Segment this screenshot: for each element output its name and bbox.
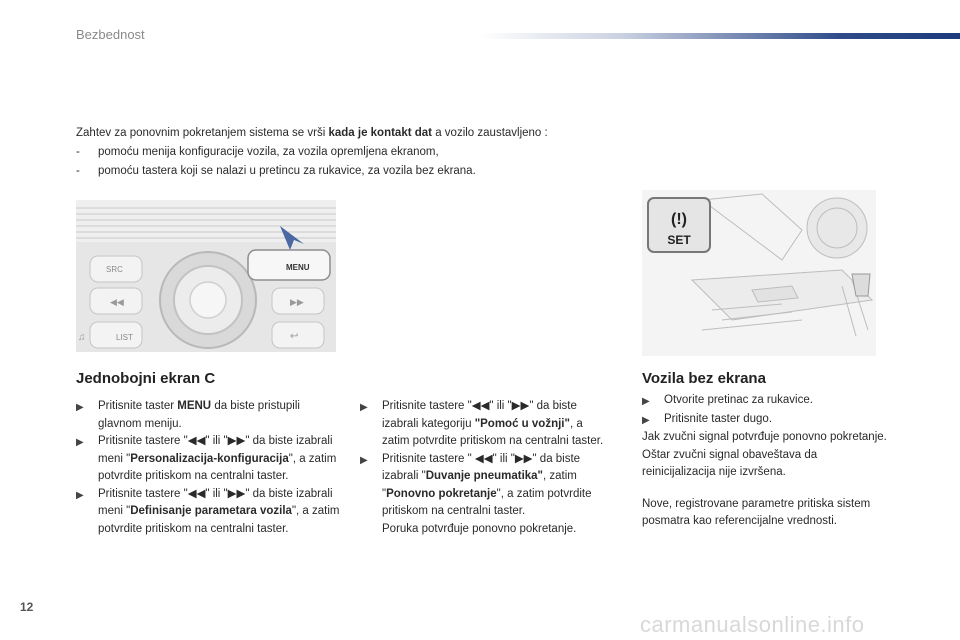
bullet-icon: ▶ <box>360 454 368 466</box>
list-item: ▶ Pritisnite taster MENU da biste pristupili glavnom meniju. <box>76 398 344 433</box>
glovebox-drawing <box>642 190 876 356</box>
watermark: carmanualsonline.info <box>640 612 865 637</box>
bullet-icon: ▶ <box>360 402 368 413</box>
intro-item: - pomoću tastera koji se nalazi u pretincu za rukavice, za vozila bez ekrana. <box>76 165 476 177</box>
intro-paragraph <box>76 124 636 181</box>
left-section-title: Jednobojni ekran C <box>76 370 216 387</box>
src-label: SRC <box>106 265 123 274</box>
intro-lead: Zahtev za ponovnim pokretanjem sistema se vrši <box>76 127 329 139</box>
list-label: LIST <box>116 333 133 342</box>
rewind-glyph: ◀◀ <box>110 297 124 307</box>
intro-lead-bold: kada je kontakt dat <box>328 127 433 139</box>
bullet-icon: ▶ <box>642 396 650 407</box>
section-title: Bezbednost <box>76 27 145 42</box>
bullet-icon: ▶ <box>642 414 650 426</box>
page-number: 12 <box>20 600 34 614</box>
tyre-warning-icon: (!) <box>671 211 687 228</box>
intro-item: - pomoću menija konfiguracije vozila, za vozila opremljena ekranom, <box>76 146 439 158</box>
left-column <box>76 398 344 538</box>
confirm-paragraph: Jak zvučni signal potvrđuje ponovno pokretanje. <box>642 431 887 443</box>
bullet-icon: ▶ <box>76 437 84 448</box>
music-glyph: ♫ <box>78 332 86 343</box>
list-item: ▶ Pritisnite tastere "◀◀" ili "▶▶" da biste izabrali meni "Definisanje parametara vozila", a zatim potvrdite pritiskom na centralni taster. <box>76 486 344 539</box>
menu-label: MENU <box>286 263 310 272</box>
list-item: ▶ Pritisnite tastere "◀◀" ili "▶▶" da biste izabrali meni "Personalizacija-konfiguracija", a zatim potvrdite pritiskom na centralni taster. <box>76 433 344 486</box>
back-glyph: ↩ <box>290 331 299 342</box>
glovebox-illustration <box>642 190 876 356</box>
list-item: ▶ Pritisnite tastere " ◀◀" ili "▶▶" da biste izabrali "Duvanje pneumatika", zatim "Ponovno pokretanje", a zatim potvrdite pritiskom na centralni taster. <box>360 451 612 521</box>
reference-paragraph: Nove, registrovane parametre pritiska sistem posmatra kao referencijalne vrednosti. <box>642 497 871 527</box>
bullet-icon: ▶ <box>76 402 84 413</box>
list-item: ▶ Pritisnite tastere "◀◀" ili "▶▶" da biste izabrali kategoriju "Pomoć u vožnji", a zatim potvrdite pritiskom na centralni taster. <box>360 398 612 451</box>
bullet-icon: ▶ <box>76 489 84 501</box>
right-section-title: Vozila bez ekrana <box>642 370 766 387</box>
header-rule <box>480 33 960 39</box>
list-item: ▶ Otvorite pretinac za rukavice. <box>642 392 892 411</box>
set-label: SET <box>667 233 691 247</box>
note: Poruka potvrđuje ponovno pokretanje. <box>382 522 577 535</box>
radio-panel-drawing <box>76 200 336 352</box>
intro-lead-end: a vozilo zaustavljeno : <box>432 127 548 139</box>
forward-glyph: ▶▶ <box>290 297 304 307</box>
middle-column <box>360 398 612 538</box>
right-column <box>642 392 892 531</box>
failure-paragraph: Oštar zvučni signal obaveštava da reinicijalizacija nije izvršena. <box>642 448 818 478</box>
list-item: ▶ Pritisnite taster dugo. <box>642 411 892 430</box>
radio-panel-illustration <box>76 200 336 352</box>
